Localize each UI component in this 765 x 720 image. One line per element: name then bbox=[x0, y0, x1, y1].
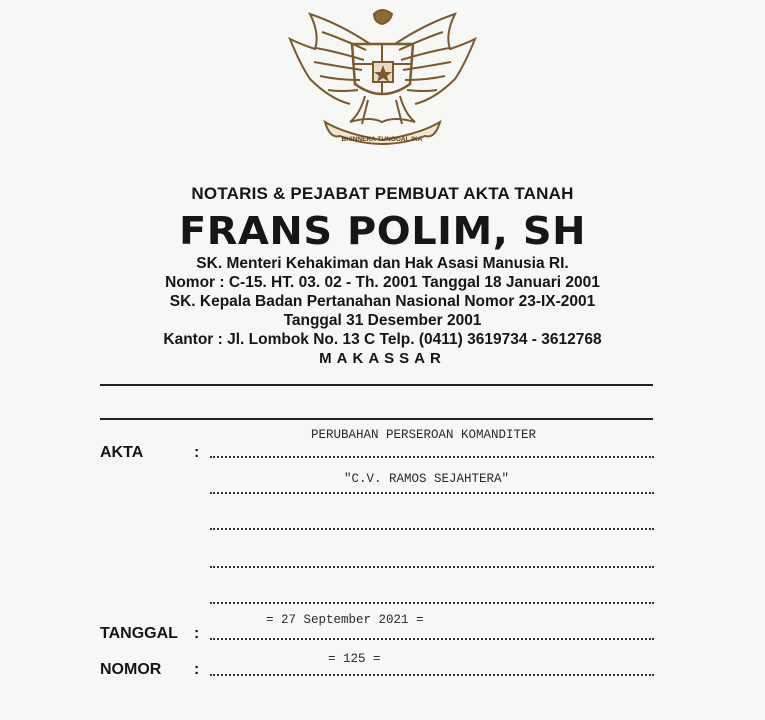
garuda-emblem-icon bbox=[270, 4, 495, 160]
letterhead bbox=[0, 184, 765, 369]
decree-line-2: Nomor : C-15. HT. 03. 02 - Th. 2001 Tanggal 18 Januari 2001 bbox=[165, 274, 600, 291]
akta-dotted-line-3 bbox=[210, 528, 654, 530]
tanggal-dotted-line bbox=[210, 638, 654, 640]
akta-dotted-line-1 bbox=[210, 456, 654, 458]
svg-text:BHINNEKA TUNGGAL IKA: BHINNEKA TUNGGAL IKA bbox=[341, 136, 423, 143]
akta-colon: : bbox=[194, 444, 200, 461]
akta-dotted-line-5 bbox=[210, 602, 654, 604]
akta-dotted-line-4 bbox=[210, 566, 654, 568]
tanggal-value: = 27 September 2021 = bbox=[266, 613, 424, 627]
akta-value-line-2: "C.V. RAMOS SEJAHTERA" bbox=[344, 472, 510, 486]
nomor-label: NOMOR bbox=[100, 661, 162, 678]
akta-dotted-line-2 bbox=[210, 492, 654, 494]
decree-line-4: Tanggal 31 Desember 2001 bbox=[283, 312, 482, 329]
tanggal-label: TANGGAL bbox=[100, 625, 178, 642]
notary-name: FRANS POLIM, SH bbox=[178, 209, 587, 253]
nomor-dotted-line bbox=[210, 674, 654, 676]
nomor-value: = 125 = bbox=[328, 652, 381, 666]
akta-label: AKTA bbox=[100, 444, 144, 461]
tanggal-colon: : bbox=[194, 625, 200, 642]
office-title: NOTARIS & PEJABAT PEMBUAT AKTA TANAH bbox=[191, 184, 574, 203]
office-city: MAKASSAR bbox=[319, 350, 446, 367]
akta-value-line-1: PERUBAHAN PERSEROAN KOMANDITER bbox=[311, 428, 537, 442]
office-address: Kantor : Jl. Lombok No. 13 C Telp. (0411) 3619734 - 3612768 bbox=[163, 331, 602, 348]
decree-line-1: SK. Menteri Kehakiman dan Hak Asasi Manusia RI. bbox=[196, 255, 569, 272]
divider-rule-top bbox=[100, 384, 653, 386]
divider-rule-bottom bbox=[100, 418, 653, 420]
decree-line-3: SK. Kepala Badan Pertanahan Nasional Nomor 23-IX-2001 bbox=[169, 293, 596, 310]
nomor-colon: : bbox=[194, 661, 200, 678]
